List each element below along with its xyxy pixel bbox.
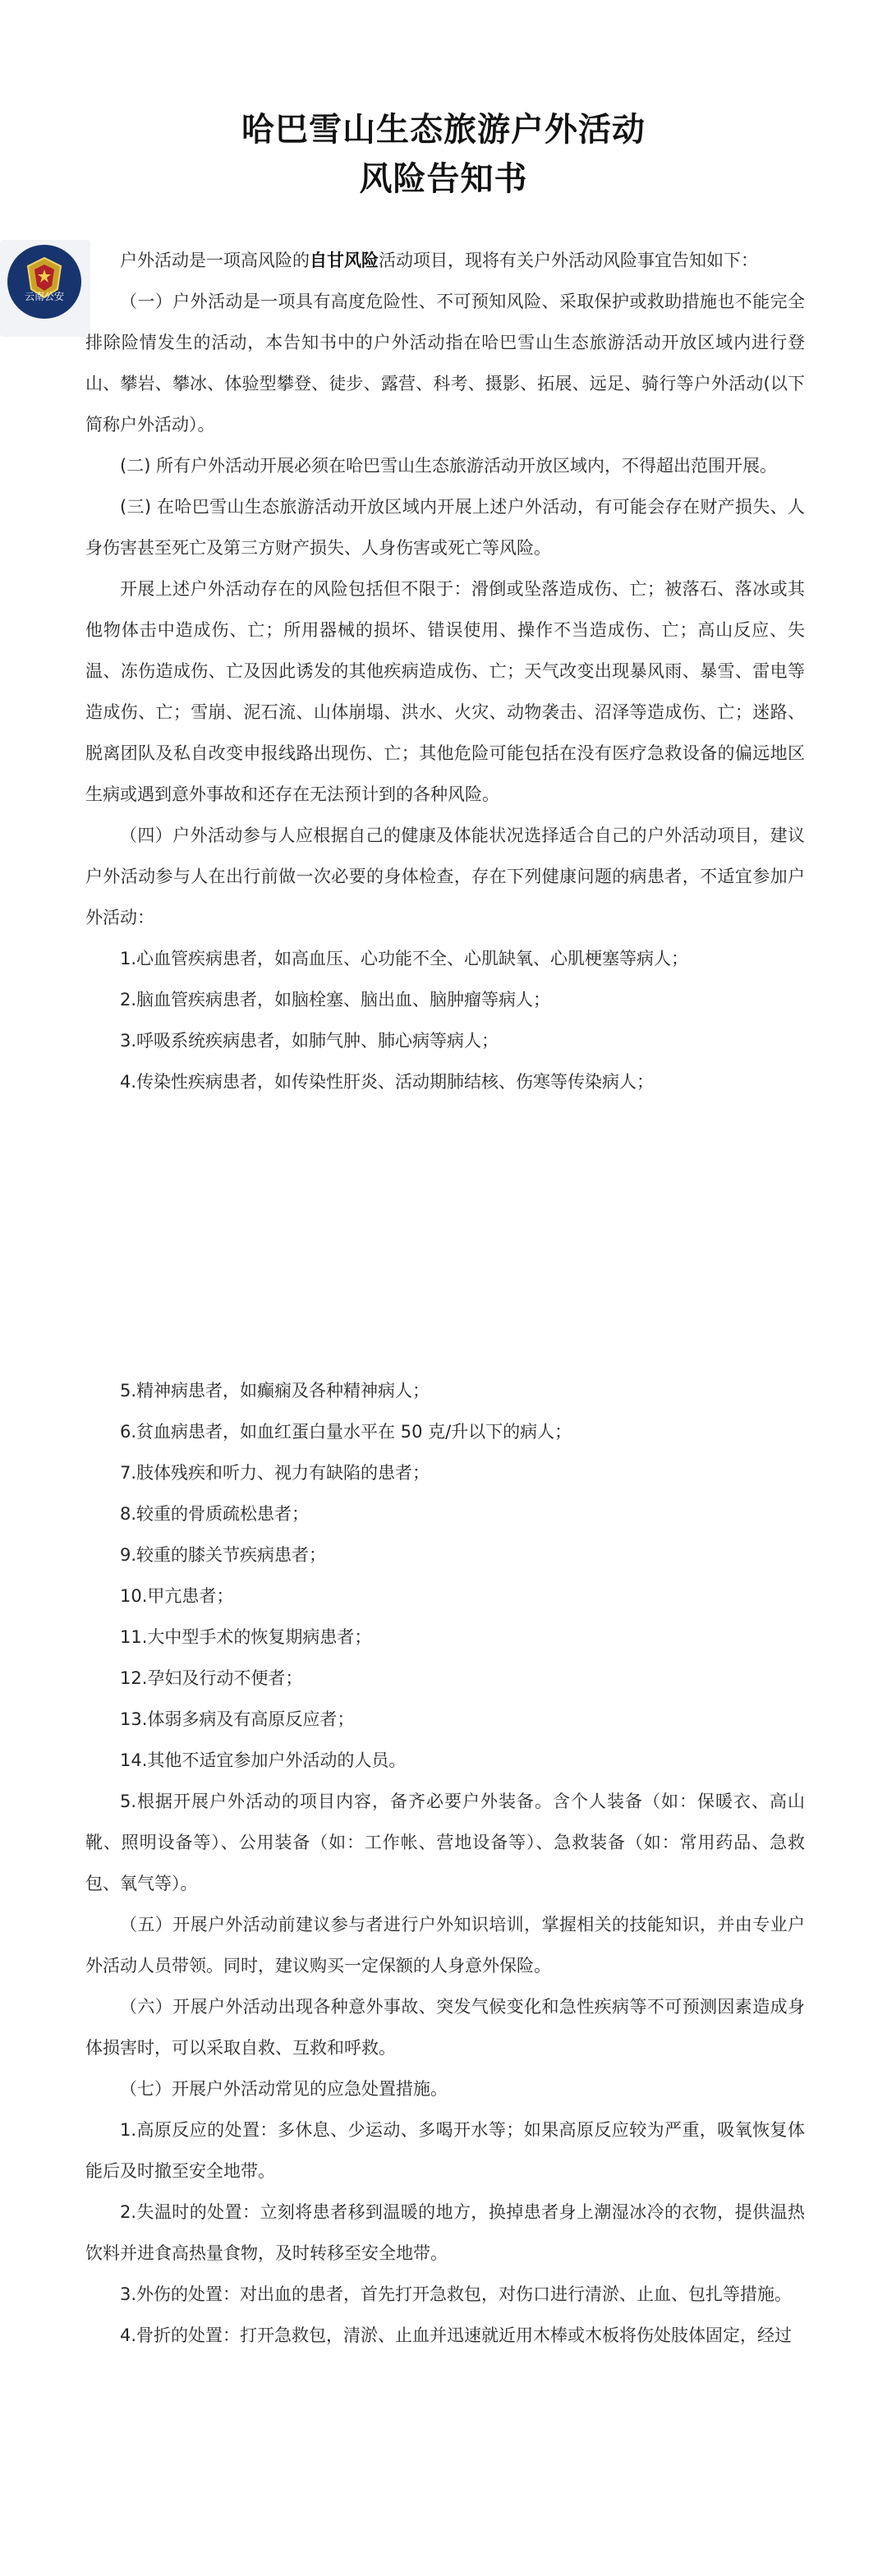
paragraph: （一）户外活动是一项具有高度危险性、不可预知风险、采取保护或救助措施也不能完全排除险情发生的活动，本告知书中的户外活动指在哈巴雪山生态旅游活动开放区域内进行登山、攀岩、攀冰、体验型攀登、徒步、露营、科考、摄影、拓展、远足、骑行等户外活动(以下简称户外活动）。 <box>85 292 805 435</box>
paragraph: （六）开展户外活动出现各种意外事故、突发气候变化和急性疾病等不可预测因素造成身体损害时，可以采取自救、互救和呼救。 <box>85 1997 805 2058</box>
police-logo <box>0 240 90 337</box>
list-item: 12.孕妇及行动不便者； <box>120 1668 303 1688</box>
list-item: 13.体弱多病及有高原反应者； <box>120 1709 355 1729</box>
intro-paragraph <box>85 240 805 281</box>
logo-text: 云南公安 <box>24 291 64 302</box>
intro-strong: 自甘风险 <box>310 251 379 270</box>
intro-after: 活动项目，现将有关户外活动风险事宜告知如下： <box>379 251 758 270</box>
paragraph: (二) 所有户外活动开展必须在哈巴雪山生态旅游活动开放区域内，不得超出范围开展。 <box>120 456 778 476</box>
list-item: 9.较重的膝关节疾病患者； <box>120 1545 327 1565</box>
list-item: 4.传染性疾病患者，如传染性肝炎、活动期肺结核、伤寒等传染病人； <box>120 1072 655 1092</box>
paragraph: 5.根据开展户外活动的项目内容，备齐必要户外装备。含个人装备（如：保暖衣、高山靴、照明设备等）、公用装备（如：工作帐、营地设备等）、急救装备（如：常用药品、急救包、氧气等）。 <box>85 1792 805 1893</box>
list-item: 3.呼吸系统疾病患者，如肺气肿、肺心病等病人； <box>120 1031 499 1051</box>
title-line-1: 哈巴雪山生态旅游户外活动 <box>241 111 646 149</box>
list-item: 6.贫血病患者，如血红蛋白量水平在 50 克/升以下的病人； <box>120 1422 572 1442</box>
intro-before: 户外活动是一项高风险的 <box>120 251 310 270</box>
paragraph: 4.骨折的处置：打开急救包，清淤、止血并迅速就近用木棒或木板将伤处肢体固定，经过 <box>120 2325 793 2345</box>
list-item: 10.甲亢患者； <box>120 1586 234 1606</box>
content-bottom <box>85 1370 805 2356</box>
paragraph: （七）开展户外活动常见的应急处置措施。 <box>120 2079 448 2099</box>
list-item: 11.大中型手术的恢复期病患者； <box>120 1627 372 1647</box>
list-item: 2.脑血管疾病患者，如脑栓塞、脑出血、脑肿瘤等病人； <box>120 990 551 1010</box>
document-title <box>0 105 887 204</box>
list-item: 1.心血管疾病患者，如高血压、心功能不全、心肌缺氧、心肌梗塞等病人； <box>120 949 689 968</box>
list-item: 8.较重的骨质疏松患者； <box>120 1504 310 1524</box>
paragraph: 开展上述户外活动存在的风险包括但不限于：滑倒或坠落造成伤、亡；被落石、落冰或其他物体击中造成伤、亡；所用器械的损坏、错误使用、操作不当造成伤、亡；高山反应、失温、冻伤造成伤、亡及因此诱发的其他疾病造成伤、亡；天气改变出现暴风雨、暴雪、雷电等造成伤、亡；雪崩、泥石流、山体崩塌、洪水、火灾、动物袭击、沼泽等造成伤、亡；迷路、脱离团队及私自改变申报线路出现伤、亡；其他危险可能包括在没有医疗急救设备的偏远地区生病或遇到意外事故和还存在无法预计到的各种风险。 <box>85 579 805 804</box>
list-item: 5.精神病患者，如癫痫及各种精神病人； <box>120 1381 430 1401</box>
paragraph: 1.高原反应的处置：多休息、少运动、多喝开水等；如果高原反应较为严重，吸氧恢复体能后及时撤至安全地带。 <box>85 2120 805 2181</box>
paragraph: （四）户外活动参与人应根据自己的健康及体能状况选择适合自己的户外活动项目，建议户外活动参与人在出行前做一次必要的身体检查，存在下列健康问题的病患者，不适宜参加户外活动： <box>85 826 805 927</box>
title-line-2: 风险告知书 <box>359 160 528 198</box>
content-top <box>85 240 805 1102</box>
paragraph: (三) 在哈巴雪山生态旅游活动开放区域内开展上述户外活动，有可能会存在财产损失、人身伤害甚至死亡及第三方财产损失、人身伤害或死亡等风险。 <box>85 497 805 558</box>
list-item: 7.肢体残疾和听力、视力有缺陷的患者； <box>120 1463 430 1483</box>
list-item: 14.其他不适宜参加户外活动的人员。 <box>120 1750 407 1770</box>
blank-area <box>0 1109 887 1364</box>
paragraph: 3.外伤的处置：对出血的患者，首先打开急救包，对伤口进行清淤、止血、包扎等措施。 <box>120 2284 793 2304</box>
paragraph: （五）开展户外活动前建议参与者进行户外知识培训，掌握相关的技能知识，并由专业户外活动人员带领。同时，建议购买一定保额的人身意外保险。 <box>85 1915 805 1976</box>
paragraph: 2.失温时的处置：立刻将患者移到温暖的地方，换掉患者身上潮湿冰冷的衣物，提供温热饮料并进食高热量食物，及时转移至安全地带。 <box>85 2202 805 2263</box>
